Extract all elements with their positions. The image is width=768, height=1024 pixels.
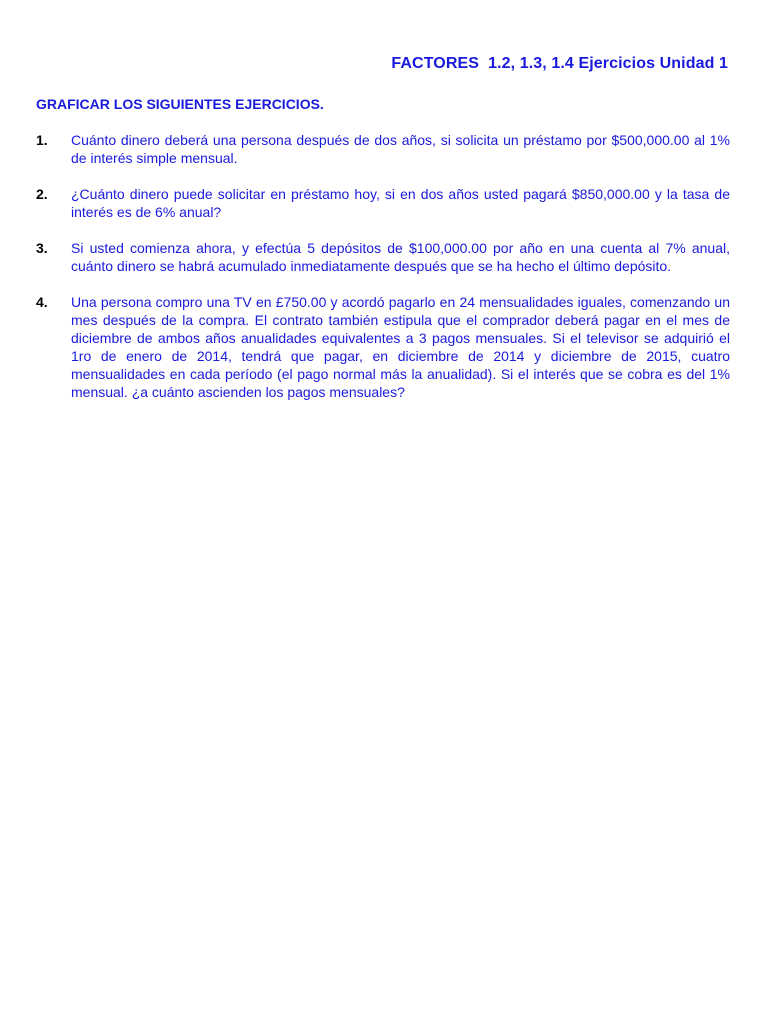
exercise-number: 2.	[36, 186, 48, 202]
exercise-item-2	[36, 185, 730, 221]
exercise-number: 1.	[36, 132, 48, 148]
exercise-text: Si usted comienza ahora, y efectúa 5 depósitos de $100,000.00 por año en una cuenta al 7% anual, cuánto dinero se habrá acumulado inmediatamente después que se ha hecho el último depósito.	[71, 240, 730, 274]
exercise-item-4	[36, 293, 730, 401]
exercise-list	[36, 131, 730, 419]
exercise-number: 4.	[36, 294, 48, 310]
exercise-item-3	[36, 239, 730, 275]
exercise-text: Cuánto dinero deberá una persona después de dos años, si solicita un préstamo por $500,000.00 al 1% de interés simple mensual.	[71, 132, 730, 166]
document-title: FACTORES 1.2, 1.3, 1.4 Ejercicios Unidad 1	[391, 55, 728, 72]
exercise-text: ¿Cuánto dinero puede solicitar en préstamo hoy, si en dos años usted pagará $850,000.00 y la tasa de interés es de 6% anual?	[71, 186, 730, 220]
exercise-text: Una persona compro una TV en £750.00 y acordó pagarlo en 24 mensualidades iguales, comenzando un mes después de la compra. El contrato también estipula que el comprador deberá pagar en el mes de diciembre de ambos años anualidades equivalentes a 3 pagos mensuales. Si el televisor se adquirió el 1ro de enero de 2014, tendrá que pagar, en diciembre de 2014 y diciembre de 2015, cuatro mensualidades en cada período (el pago normal más la anualidad). Si el interés que se cobra es del 1% mensual. ¿a cuánto ascienden los pagos mensuales?	[71, 294, 730, 400]
exercise-item-1	[36, 131, 730, 167]
instruction-heading: GRAFICAR LOS SIGUIENTES EJERCICIOS.	[36, 96, 324, 112]
exercise-number: 3.	[36, 240, 48, 256]
